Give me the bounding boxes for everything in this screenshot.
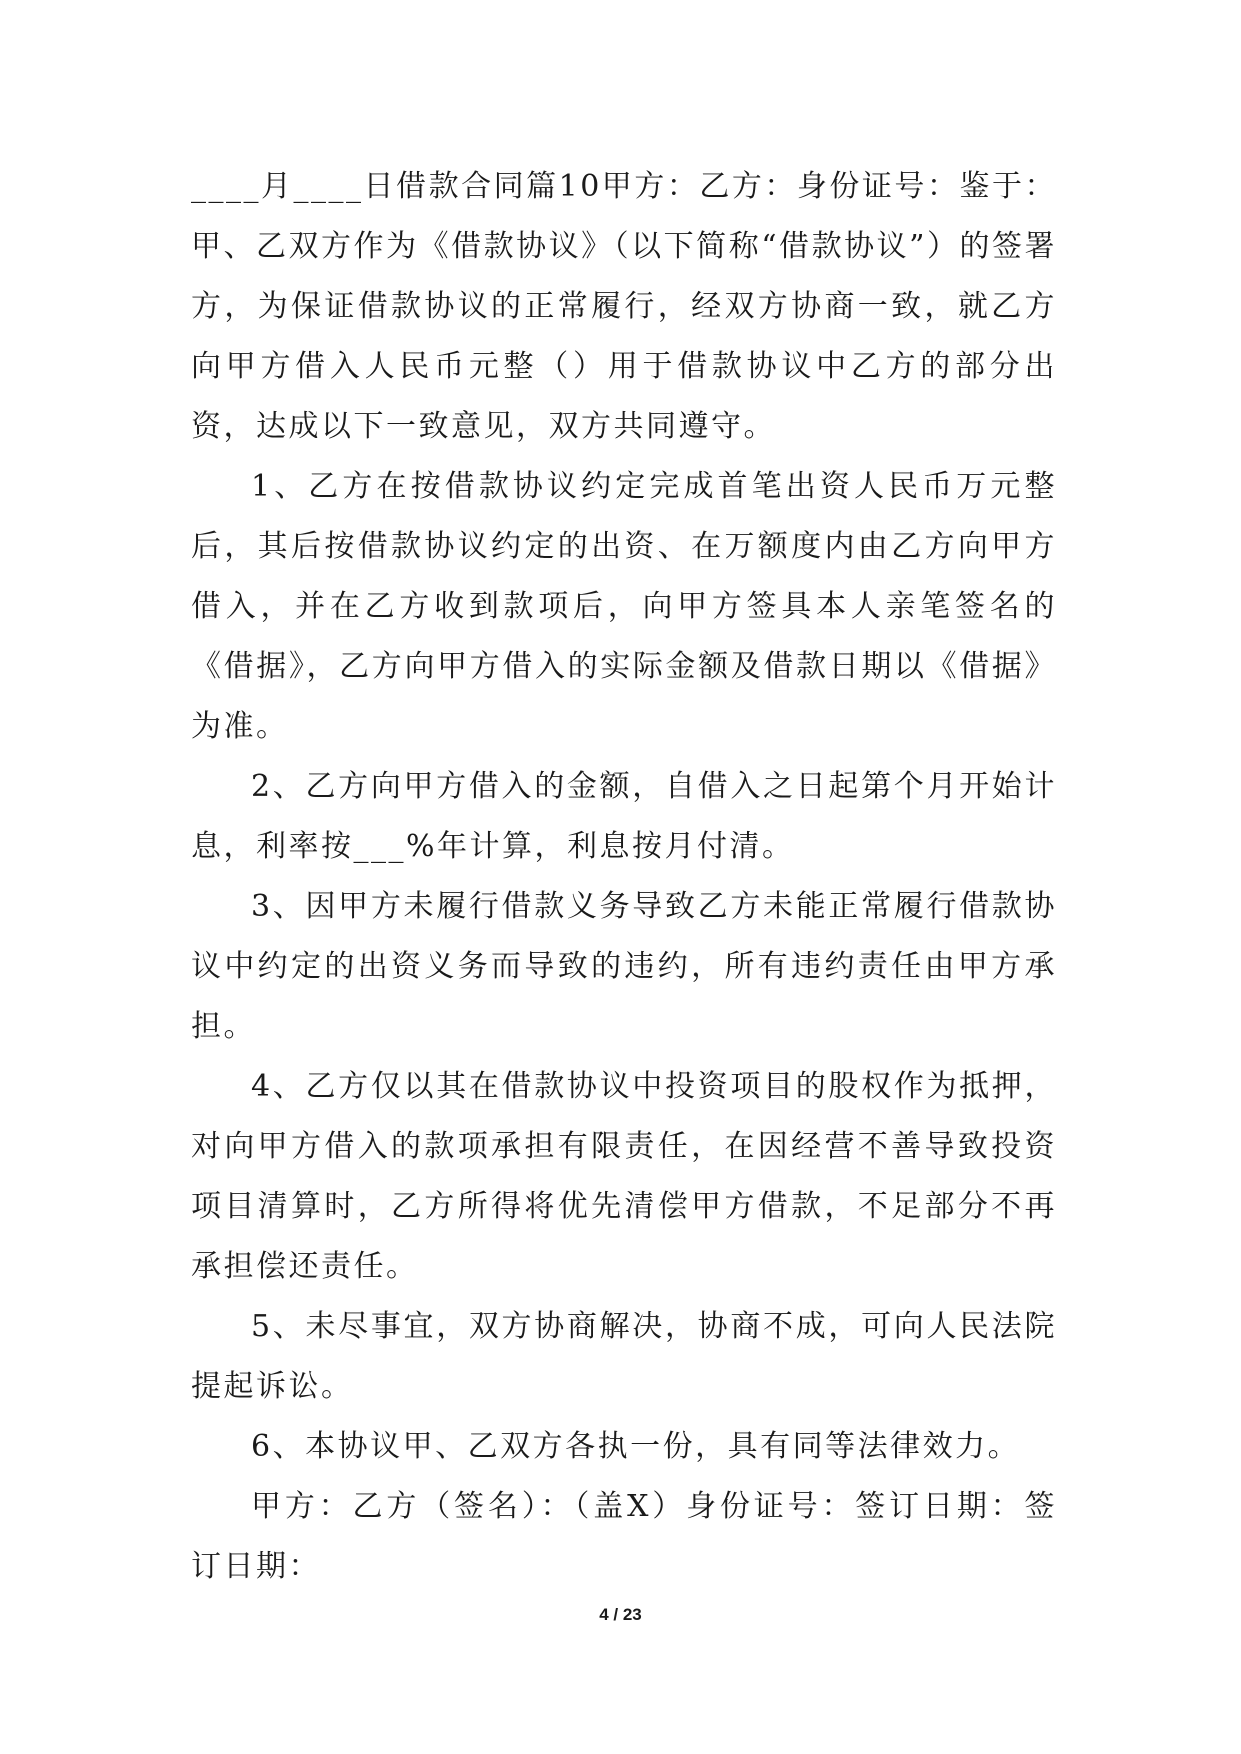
paragraph-clause-4: 4、乙方仅以其在借款协议中投资项目的股权作为抵押，对向甲方借入的款项承担有限责任，在因经营不善导致投资项目清算时，乙方所得将优先清偿甲方借款，不足部分不再承担偿还责任。 [191,1069,1057,1284]
paragraph-intro: ____月____日借款合同篇10甲方：乙方：身份证号：鉴于：甲、乙双方作为《借款协议》（以下简称“借款协议”）的签署方，为保证借款协议的正常履行，经双方协商一致，就乙方向甲方借入人民币元整（）用于借款协议中乙方的部分出资，达成以下一致意见，双方共同遵守。 [191,169,1057,444]
paragraph-clause-6: 6、本协议甲、乙双方各执一份，具有同等法律效力。 [251,1429,1021,1464]
paragraph-clause-5: 5、未尽事宜，双方协商解决，协商不成，可向人民法院提起诉讼。 [191,1309,1057,1404]
signature-block: 甲方：乙方（签名）：（盖X）身份证号：签订日期：签订日期： [191,1489,1057,1584]
paragraph-clause-3: 3、因甲方未履行借款义务导致乙方未能正常履行借款协议中约定的出资义务而导致的违约，所有违约责任由甲方承担。 [191,889,1057,1044]
paragraph-clause-2: 2、乙方向甲方借入的金额，自借入之日起第个月开始计息，利率按___%年计算，利息按月付清。 [191,769,1057,864]
document-body [191,157,1057,1597]
paragraph-clause-1: 1、乙方在按借款协议约定完成首笔出资人民币万元整后，其后按借款协议约定的出资、在万额度内由乙方向甲方借入，并在乙方收到款项后，向甲方签具本人亲笔签名的《借据》，乙方向甲方借入的实际金额及借款日期以《借据》为准。 [191,469,1057,744]
page-number: 4 / 23 [599,1605,642,1624]
